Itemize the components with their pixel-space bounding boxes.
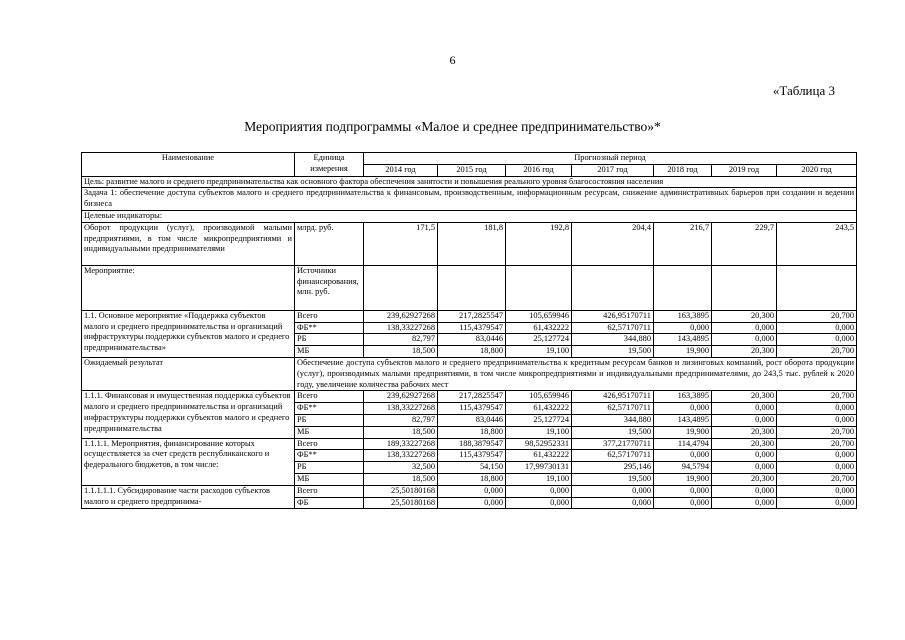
funding-value: 19,500 xyxy=(572,346,654,358)
funding-value: 143,4895 xyxy=(654,414,712,426)
funding-value: 18,800 xyxy=(438,346,506,358)
funding-value: 0,000 xyxy=(506,497,572,509)
funding-value: 20,700 xyxy=(777,310,857,322)
funding-value: 239,62927268 xyxy=(364,310,438,322)
funding-value: 0,000 xyxy=(712,414,777,426)
funding-row xyxy=(82,391,857,403)
goal-row xyxy=(82,176,857,188)
funding-value: 377,21770711 xyxy=(572,438,654,450)
funding-value: 17,99730131 xyxy=(506,462,572,474)
funding-value: 20,300 xyxy=(712,346,777,358)
funding-value: 19,100 xyxy=(506,426,572,438)
funding-value: 25,127724 xyxy=(506,414,572,426)
funding-value: 163,3895 xyxy=(654,310,712,322)
funding-value: 20,300 xyxy=(712,473,777,485)
funding-value: 20,700 xyxy=(777,438,857,450)
funding-source: ФБ** xyxy=(295,403,364,415)
funding-value: 115,4379547 xyxy=(438,450,506,462)
funding-source: Всего xyxy=(295,485,364,497)
page-number: 6 xyxy=(449,53,456,67)
funding-value: 344,880 xyxy=(572,334,654,346)
indicator-value: 243,5 xyxy=(777,222,857,265)
funding-value: 20,300 xyxy=(712,426,777,438)
funding-source: ФБ** xyxy=(295,322,364,334)
expected-label: Ожидаемый результат xyxy=(82,357,295,390)
funding-value: 61,432222 xyxy=(506,322,572,334)
funding-value: 0,000 xyxy=(654,403,712,415)
funding-value: 0,000 xyxy=(654,497,712,509)
funding-value: 138,33227268 xyxy=(364,322,438,334)
measure-name: 1.1.1. Финансовая и имущественная поддержка субъектов малого и среднего предпринимательства и организаций инфраструктуры поддержки субъектов малого и среднего предпринимательства xyxy=(82,391,295,438)
funding-value: 20,700 xyxy=(777,473,857,485)
funding-value: 163,3895 xyxy=(654,391,712,403)
funding-value: 0,000 xyxy=(654,485,712,497)
funding-value: 0,000 xyxy=(777,334,857,346)
funding-value: 0,000 xyxy=(572,485,654,497)
measure-name: 1.1. Основное мероприятие «Поддержка субъектов малого и среднего предпринимательства и организаций инфраструктуры поддержки субъектов малого и среднего предпринимательства» xyxy=(82,310,295,357)
funding-value: 0,000 xyxy=(438,497,506,509)
funding-value: 18,500 xyxy=(364,426,438,438)
indicators-label: Целевые индикаторы: xyxy=(82,210,857,222)
funding-value: 239,62927268 xyxy=(364,391,438,403)
expected-row xyxy=(82,357,857,390)
header-year: 2020 год xyxy=(777,164,857,176)
header-year: 2016 год xyxy=(506,164,572,176)
funding-value: 217,2825547 xyxy=(438,310,506,322)
header-unit: Единица измерения xyxy=(295,153,364,177)
funding-row xyxy=(82,310,857,322)
funding-value: 83,0446 xyxy=(438,334,506,346)
indicator-value: 181,8 xyxy=(438,222,506,265)
funding-value: 19,900 xyxy=(654,426,712,438)
header-year: 2017 год xyxy=(572,164,654,176)
funding-value: 18,800 xyxy=(438,426,506,438)
funding-value: 0,000 xyxy=(777,497,857,509)
indicator-value: 171,5 xyxy=(364,222,438,265)
measures-table xyxy=(81,152,857,509)
header-year: 2019 год xyxy=(712,164,777,176)
funding-value: 426,95170711 xyxy=(572,391,654,403)
funding-value: 20,700 xyxy=(777,346,857,358)
funding-value: 0,000 xyxy=(777,414,857,426)
funding-value: 19,500 xyxy=(572,473,654,485)
funding-value: 0,000 xyxy=(572,497,654,509)
funding-value: 62,57170711 xyxy=(572,322,654,334)
funding-value: 54,150 xyxy=(438,462,506,474)
funding-source: ФБ** xyxy=(295,450,364,462)
indicator-value: 229,7 xyxy=(712,222,777,265)
funding-value: 0,000 xyxy=(712,450,777,462)
funding-value: 105,659946 xyxy=(506,391,572,403)
funding-value: 19,500 xyxy=(572,426,654,438)
funding-value: 18,500 xyxy=(364,473,438,485)
funding-value: 105,659946 xyxy=(506,310,572,322)
funding-value: 0,000 xyxy=(777,322,857,334)
funding-value: 217,2825547 xyxy=(438,391,506,403)
funding-value: 25,50180168 xyxy=(364,497,438,509)
funding-value: 98,52952331 xyxy=(506,438,572,450)
funding-value: 138,33227268 xyxy=(364,403,438,415)
indicators-row xyxy=(82,210,857,222)
funding-value: 114,4794 xyxy=(654,438,712,450)
indicator-value: 204,4 xyxy=(572,222,654,265)
indicator-unit: млрд. руб. xyxy=(295,222,364,265)
funding-value: 0,000 xyxy=(438,485,506,497)
header-year: 2018 год xyxy=(654,164,712,176)
funding-source: МБ xyxy=(295,346,364,358)
funding-value: 0,000 xyxy=(712,485,777,497)
funding-value: 62,57170711 xyxy=(572,450,654,462)
funding-source: РБ xyxy=(295,462,364,474)
funding-value: 0,000 xyxy=(777,403,857,415)
expected-text: Обеспечение доступа субъектов малого и среднего предпринимательства к кредитным ресурсам банков и лизинговых компаний, рост оборота продукции (услуг), производимых малыми предприятиями, в том числе микропредприятиями и индивидуальными предпринимателями, до 243,5 тыс. рублей к 2020 году, увеличение количества рабочих мест xyxy=(295,357,857,390)
funding-value: 0,000 xyxy=(777,450,857,462)
funding-source: РБ xyxy=(295,334,364,346)
funding-value: 20,700 xyxy=(777,426,857,438)
funding-value: 19,100 xyxy=(506,473,572,485)
funding-source: ФБ xyxy=(295,497,364,509)
funding-value: 143,4895 xyxy=(654,334,712,346)
funding-source: МБ xyxy=(295,473,364,485)
funding-value: 20,300 xyxy=(712,391,777,403)
funding-value: 295,146 xyxy=(572,462,654,474)
funding-value: 19,100 xyxy=(506,346,572,358)
funding-value: 18,800 xyxy=(438,473,506,485)
document-title: Мероприятия подпрограммы «Малое и среднее предпринимательство»* xyxy=(244,119,661,134)
funding-value: 32,500 xyxy=(364,462,438,474)
funding-value: 25,50180168 xyxy=(364,485,438,497)
funding-value: 19,900 xyxy=(654,346,712,358)
funding-value: 115,4379547 xyxy=(438,322,506,334)
funding-source: Всего xyxy=(295,438,364,450)
funding-value: 0,000 xyxy=(712,334,777,346)
header-year: 2014 год xyxy=(364,164,438,176)
funding-source: Всего xyxy=(295,310,364,322)
funding-value: 0,000 xyxy=(654,450,712,462)
header-row xyxy=(82,153,857,165)
funding-value: 19,900 xyxy=(654,473,712,485)
funding-value: 0,000 xyxy=(712,403,777,415)
funding-value: 0,000 xyxy=(712,322,777,334)
funding-value: 189,33227268 xyxy=(364,438,438,450)
header-year: 2015 год xyxy=(438,164,506,176)
funding-source: РБ xyxy=(295,414,364,426)
funding-value: 115,4379547 xyxy=(438,403,506,415)
funding-value: 25,127724 xyxy=(506,334,572,346)
measure-row xyxy=(82,265,857,310)
funding-value: 94,5794 xyxy=(654,462,712,474)
table-reference: «Таблица 3 xyxy=(772,83,835,98)
funding-source: МБ xyxy=(295,426,364,438)
funding-value: 138,33227268 xyxy=(364,450,438,462)
measure-unit: Источники финансирования, млн. руб. xyxy=(295,265,364,310)
funding-value: 0,000 xyxy=(506,485,572,497)
goal-text: Цель: развитие малого и среднего предпринимательства как основного фактора обеспечения занятости и повышения реального уровня благосостояния населения xyxy=(82,176,857,188)
indicator-value: 192,8 xyxy=(506,222,572,265)
measure-name: 1.1.1.1. Мероприятия, финансирование которых осуществляется за счет средств республиканского и федерального бюджетов, в том числе: xyxy=(82,438,295,485)
measure-name: 1.1.1.1.1. Субсидирование части расходов субъектов малого и среднего предпринима- xyxy=(82,485,295,509)
indicator-value: 216,7 xyxy=(654,222,712,265)
indicator-name: Оборот продукции (услуг), производимой малыми предприятиями, в том числе микропредприятиями и индивидуальными предпринимателями xyxy=(82,222,295,265)
funding-value: 82,797 xyxy=(364,414,438,426)
funding-value: 18,500 xyxy=(364,346,438,358)
funding-value: 20,300 xyxy=(712,438,777,450)
funding-value: 0,000 xyxy=(712,462,777,474)
funding-value: 0,000 xyxy=(712,497,777,509)
funding-value: 62,57170711 xyxy=(572,403,654,415)
funding-value: 61,432222 xyxy=(506,450,572,462)
funding-value: 344,880 xyxy=(572,414,654,426)
funding-value: 0,000 xyxy=(654,322,712,334)
funding-value: 82,797 xyxy=(364,334,438,346)
header-name: Наименование xyxy=(82,153,295,177)
funding-value: 61,432222 xyxy=(506,403,572,415)
measure-label: Мероприятие: xyxy=(82,265,295,310)
header-forecast: Прогнозный период xyxy=(364,153,857,165)
funding-value: 20,300 xyxy=(712,310,777,322)
funding-value: 20,700 xyxy=(777,391,857,403)
funding-row xyxy=(82,485,857,497)
task-row xyxy=(82,188,857,211)
funding-value: 426,95170711 xyxy=(572,310,654,322)
indicator-row xyxy=(82,222,857,265)
funding-row xyxy=(82,438,857,450)
task-text: Задача 1: обеспечение доступа субъектов малого и среднего предпринимательства к финансовым, производственным, информационным ресурсам, снижение административных барьеров при создании и ведении бизнеса xyxy=(82,188,857,211)
funding-value: 83,0446 xyxy=(438,414,506,426)
funding-value: 0,000 xyxy=(777,485,857,497)
funding-value: 188,3879547 xyxy=(438,438,506,450)
funding-source: Всего xyxy=(295,391,364,403)
funding-value: 0,000 xyxy=(777,462,857,474)
